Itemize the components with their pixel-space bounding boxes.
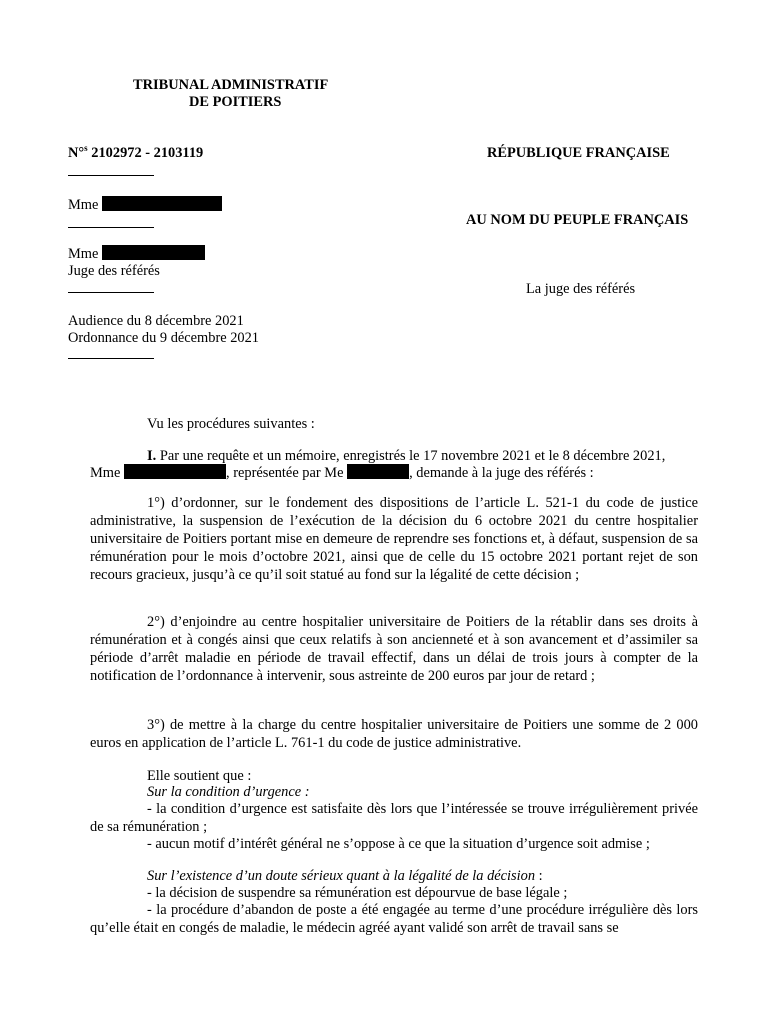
order-date: Ordonnance du 9 décembre 2021 bbox=[68, 330, 260, 346]
judge-signature-line: La juge des référés bbox=[526, 281, 636, 297]
judge-role: Juge des référés bbox=[68, 263, 160, 279]
claim-2-paragraph: 2°) d’enjoindre au centre hospitalier universitaire de Poitiers de la rétablir dans ses droits à rémunération et à congés ainsi que ceux relatifs à son ancienneté et à son avancement et d’assimiler sa période d’arrêt maladie en période de travail effectif, dans un délai de trois jours à compter de la notification de l’ordonnance à intervenir, sous astreinte de 200 euros par jour de retard ; bbox=[90, 614, 698, 684]
court-name-line1: TRIBUNAL ADMINISTRATIF bbox=[133, 77, 329, 93]
serious-doubt-heading: Sur l’existence d’un doute sérieux quant à la légalité de la décision : bbox=[147, 868, 543, 884]
paragraph-I-line2: Mme , représentée par Me , demande à la juge des référés : bbox=[90, 465, 594, 481]
divider bbox=[68, 292, 154, 293]
divider bbox=[68, 227, 154, 228]
case-numbers: N°$^s$ 2102972 - 2103119 bbox=[68, 143, 204, 161]
republic-heading: RÉPUBLIQUE FRANÇAISE bbox=[487, 145, 670, 161]
redaction-block bbox=[347, 464, 409, 479]
urgency-point-2: - aucun motif d’intérêt général ne s’oppose à ce que la situation d’urgence soit admise ; bbox=[147, 836, 650, 852]
urgency-heading: Sur la condition d’urgence : bbox=[147, 784, 310, 800]
procedures-intro: Vu les procédures suivantes : bbox=[147, 416, 315, 432]
paragraph-I-line1: I. Par une requête et un mémoire, enregistrés le 17 novembre 2021 et le 8 décembre 2021, bbox=[147, 448, 666, 464]
judge-name: Mme bbox=[68, 245, 205, 263]
doubt-point-1: - la décision de suspendre sa rémunération est dépourvue de base légale ; bbox=[147, 885, 568, 901]
divider bbox=[68, 358, 154, 359]
court-name-line2: DE POITIERS bbox=[189, 94, 282, 110]
in-the-name-heading: AU NOM DU PEUPLE FRANÇAIS bbox=[466, 212, 689, 228]
doubt-point-2: - la procédure d’abandon de poste a été engagée au terme d’une procédure irrégulière dès lors qu’elle était en congés de maladie, le médecin agréé ayant validé son arrêt de travail sans se bbox=[90, 902, 698, 936]
redaction-block bbox=[102, 245, 205, 260]
urgency-point-1: - la condition d’urgence est satisfaite dès lors que l’intéressée se trouve irrégulièrement privée de sa rémunération ; bbox=[90, 801, 698, 835]
hearing-date: Audience du 8 décembre 2021 bbox=[68, 313, 244, 329]
redaction-block bbox=[124, 464, 226, 479]
party-name: Mme bbox=[68, 196, 222, 214]
claim-1-paragraph: 1°) d’ordonner, sur le fondement des dispositions de l’article L. 521-1 du code de justice administrative, la suspension de l’exécution de la décision du 6 octobre 2021 du centre hospitalier universitaire de Poitiers portant mise en demeure de reprendre ses fonctions et, à défaut, suspension de sa rémunération pour le mois d’octobre 2021, ainsi que de celle du 15 octobre 2021 portant rejet de son recours gracieux, jusqu’à ce qu’il soit statué au fond sur la légalité de cette décision ; bbox=[90, 495, 698, 583]
redaction-block bbox=[102, 196, 222, 211]
arguments-intro: Elle soutient que : bbox=[147, 768, 252, 784]
divider bbox=[68, 175, 154, 176]
claim-3-paragraph: 3°) de mettre à la charge du centre hospitalier universitaire de Poitiers une somme de 2 000 euros en application de l’article L. 761-1 du code de justice administrative. bbox=[90, 717, 698, 751]
